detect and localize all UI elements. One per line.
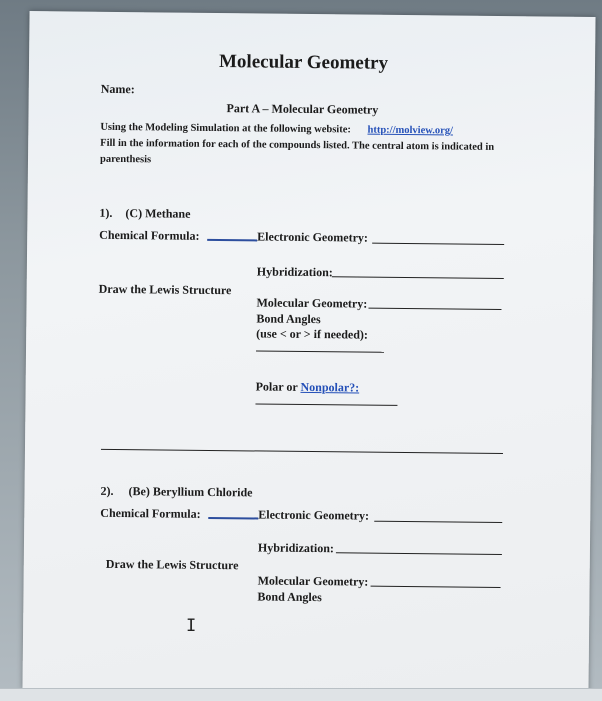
instructions-line-1 [100,122,453,137]
q2-electronic-geometry-label: Electronic Geometry: [258,507,370,523]
q2-hybridization-blank[interactable] [336,552,502,555]
q2-chemical-formula-blank[interactable] [208,517,258,520]
text-cursor-icon: I [186,616,197,636]
q1-compound: (C) Methane [125,206,191,221]
q2-molecular-geometry-blank[interactable] [371,586,501,588]
q1-number: 1). [99,205,113,220]
q1-polar-blank[interactable] [255,403,397,405]
q1-molecular-geometry-label: Molecular Geometry: [256,295,368,311]
q1-bond-angles-label: Bond Angles [256,311,321,327]
q2-bond-angles-label: Bond Angles [257,589,322,605]
q1-draw-lewis-label: Draw the Lewis Structure [98,281,232,298]
worksheet-page [22,11,595,695]
q1-polar-prefix: Polar or [255,379,301,394]
q2-hybridization-label: Hybridization: [257,540,335,556]
section-divider [101,449,503,454]
q1-chemical-formula-label: Chemical Formula: [99,227,200,243]
instructions-line-3: parenthesis [99,153,152,166]
q2-draw-lewis-label: Draw the Lewis Structure [105,556,239,573]
q1-hybridization-blank[interactable] [332,276,504,279]
q1-electronic-geometry-label: Electronic Geometry: [257,229,369,245]
molview-link[interactable]: http://molview.org/ [367,124,454,137]
q1-chemical-formula-blank[interactable] [207,239,257,242]
q1-bond-angles-hint: (use < or > if needed): [256,326,369,342]
q2-header [100,484,252,501]
q2-number: 2). [100,483,114,498]
q1-bond-angles-blank[interactable] [256,350,384,352]
q2-chemical-formula-label: Chemical Formula: [100,505,201,521]
q2-molecular-geometry-label: Molecular Geometry: [257,573,369,589]
q1-polar-question [256,379,360,395]
part-heading: Part A – Molecular Geometry [226,101,379,117]
name-label: Name: [100,81,135,97]
q1-hybridization-label: Hybridization: [256,264,333,280]
q2-electronic-geometry-blank[interactable] [374,521,502,523]
q2-compound: (Be) Beryllium Chloride [128,484,253,500]
q1-header [99,206,190,222]
instructions-line-2: Fill in the information for each of the compounds listed. The central atom is indicated in [100,137,495,153]
instructions-text: Using the Modeling Simulation at the following website: [100,121,351,136]
q1-nonpolar-link: Nonpolar?: [300,379,360,395]
page-title: Molecular Geometry [218,51,389,74]
q1-electronic-geometry-blank[interactable] [372,243,504,245]
q1-molecular-geometry-blank[interactable] [368,308,501,310]
page-bottom-edge [0,688,602,701]
